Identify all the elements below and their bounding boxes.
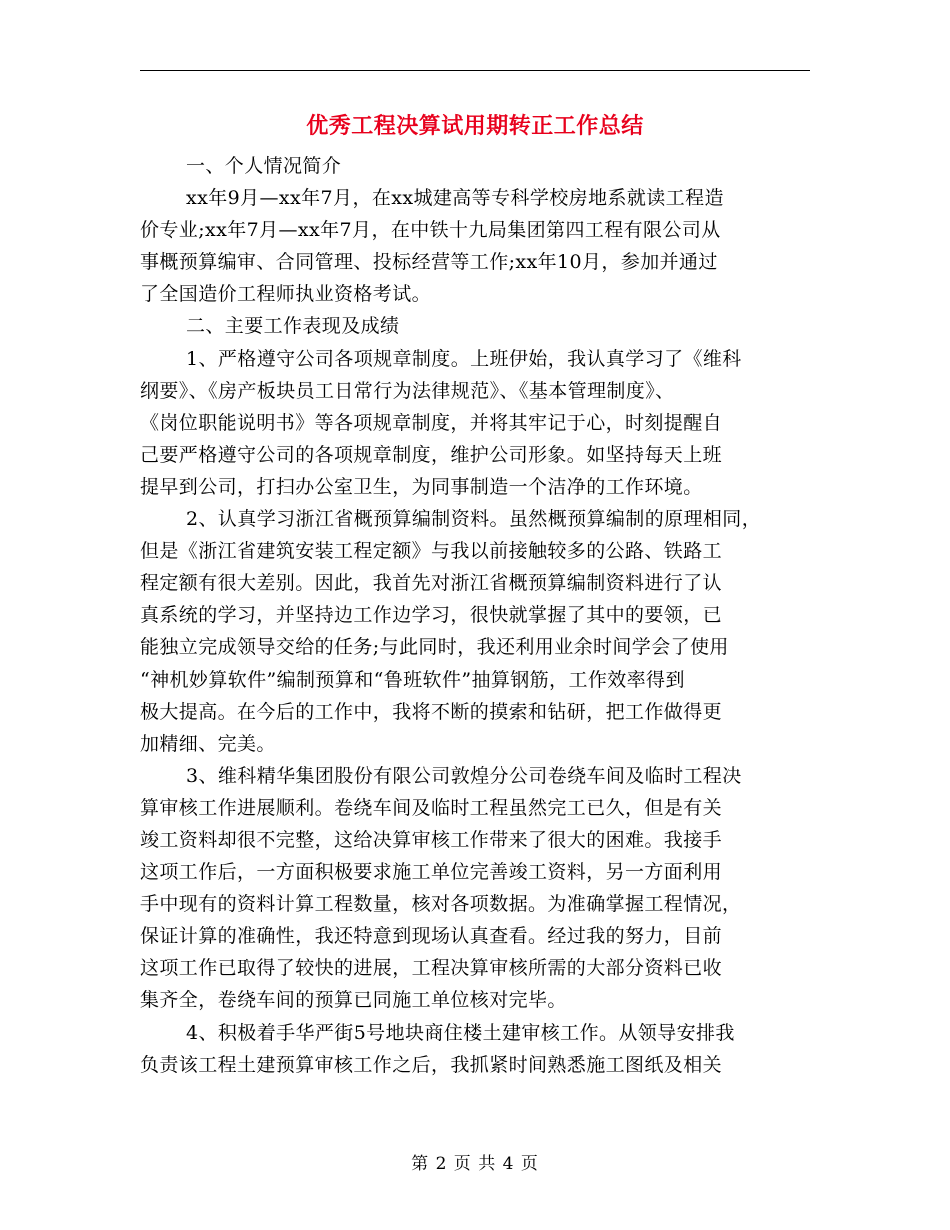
text-line: 能独立完成领导交给的任务;与此同时，我还利用业余时间学会了使用 (140, 636, 729, 659)
page-footer: 第 2 页 共 4 页 (411, 1154, 539, 1174)
text-line: 集齐全，卷绕车间的预算已同施工单位核对完毕。 (140, 989, 567, 1012)
text-line: 负责该工程土建预算审核工作之后，我抓紧时间熟悉施工图纸及相关 (140, 1053, 723, 1076)
text-line: 极大提高。在今后的工作中，我将不断的摸索和钻研，把工作做得更 (140, 700, 723, 723)
text-line: 价专业;xx年7月—xx年7月，在中铁十九局集团第四工程有限公司从 (140, 219, 721, 242)
text-line: xx年9月—xx年7月，在xx城建高等专科学校房地系就读工程造 (186, 187, 724, 210)
text-line: 一、个人情况简介 (186, 155, 342, 177)
text-line: 1、严格遵守公司各项规章制度。上班伊始，我认真学习了《维科 (186, 347, 742, 370)
text-line: 真系统的学习，并坚持边工作边学习，很快就掌握了其中的要领，已 (140, 604, 723, 627)
text-line: 事概预算编审、合同管理、投标经营等工作;xx年10月，参加并通过 (140, 251, 718, 274)
text-line: 己要严格遵守公司的各项规章制度，维护公司形象。如坚持每天上班 (140, 443, 723, 466)
text-line: 但是《浙江省建筑安装工程定额》与我以前接触较多的公路、铁路工 (140, 540, 723, 563)
text-line: 二、主要工作表现及成绩 (186, 315, 400, 338)
header-rule (140, 70, 810, 71)
text-line: 手中现有的资料计算工程数量，核对各项数据。为准确掌握工程情况， (140, 893, 742, 916)
document-body (140, 150, 820, 1081)
text-line: 《岗位职能说明书》等各项规章制度，并将其牢记于心，时刻提醒自 (140, 411, 723, 434)
text-line: 保证计算的准确性，我还特意到现场认真查看。经过我的努力，目前 (140, 925, 723, 948)
text-line: 3、维科精华集团股份有限公司敦煌分公司卷绕车间及临时工程决 (186, 764, 742, 787)
text-line: 程定额有很大差别。因此，我首先对浙江省概预算编制资料进行了认 (140, 572, 723, 595)
text-line: 这项工作后，一方面积极要求施工单位完善竣工资料，另一方面利用 (140, 861, 723, 884)
document-title: 优秀工程决算试用期转正工作总结 (306, 113, 644, 139)
text-line: 4、积极着手华严街5号地块商住楼土建审核工作。从领导安排我 (186, 1021, 735, 1044)
text-line: “神机妙算软件”编制预算和“鲁班软件”抽算钢筋，工作效率得到 (140, 668, 685, 691)
text-line: 了全国造价工程师执业资格考试。 (140, 283, 432, 306)
text-line: 2、认真学习浙江省概预算编制资料。虽然概预算编制的原理相同， (186, 508, 762, 531)
text-line: 加精细、完美。 (140, 732, 276, 755)
text-line: 这项工作已取得了较快的进展，工程决算审核所需的大部分资料已收 (140, 957, 723, 980)
text-line: 纲要》、《房产板块员工日常行为法律规范》、《基本管理制度》、 (140, 379, 675, 402)
text-line: 提早到公司，打扫办公室卫生，为同事制造一个洁净的工作环境。 (140, 475, 703, 498)
text-line: 竣工资料却很不完整，这给决算审核工作带来了很大的困难。我接手 (140, 828, 723, 851)
text-line: 算审核工作进展顺利。卷绕车间及临时工程虽然完工已久，但是有关 (140, 796, 723, 819)
